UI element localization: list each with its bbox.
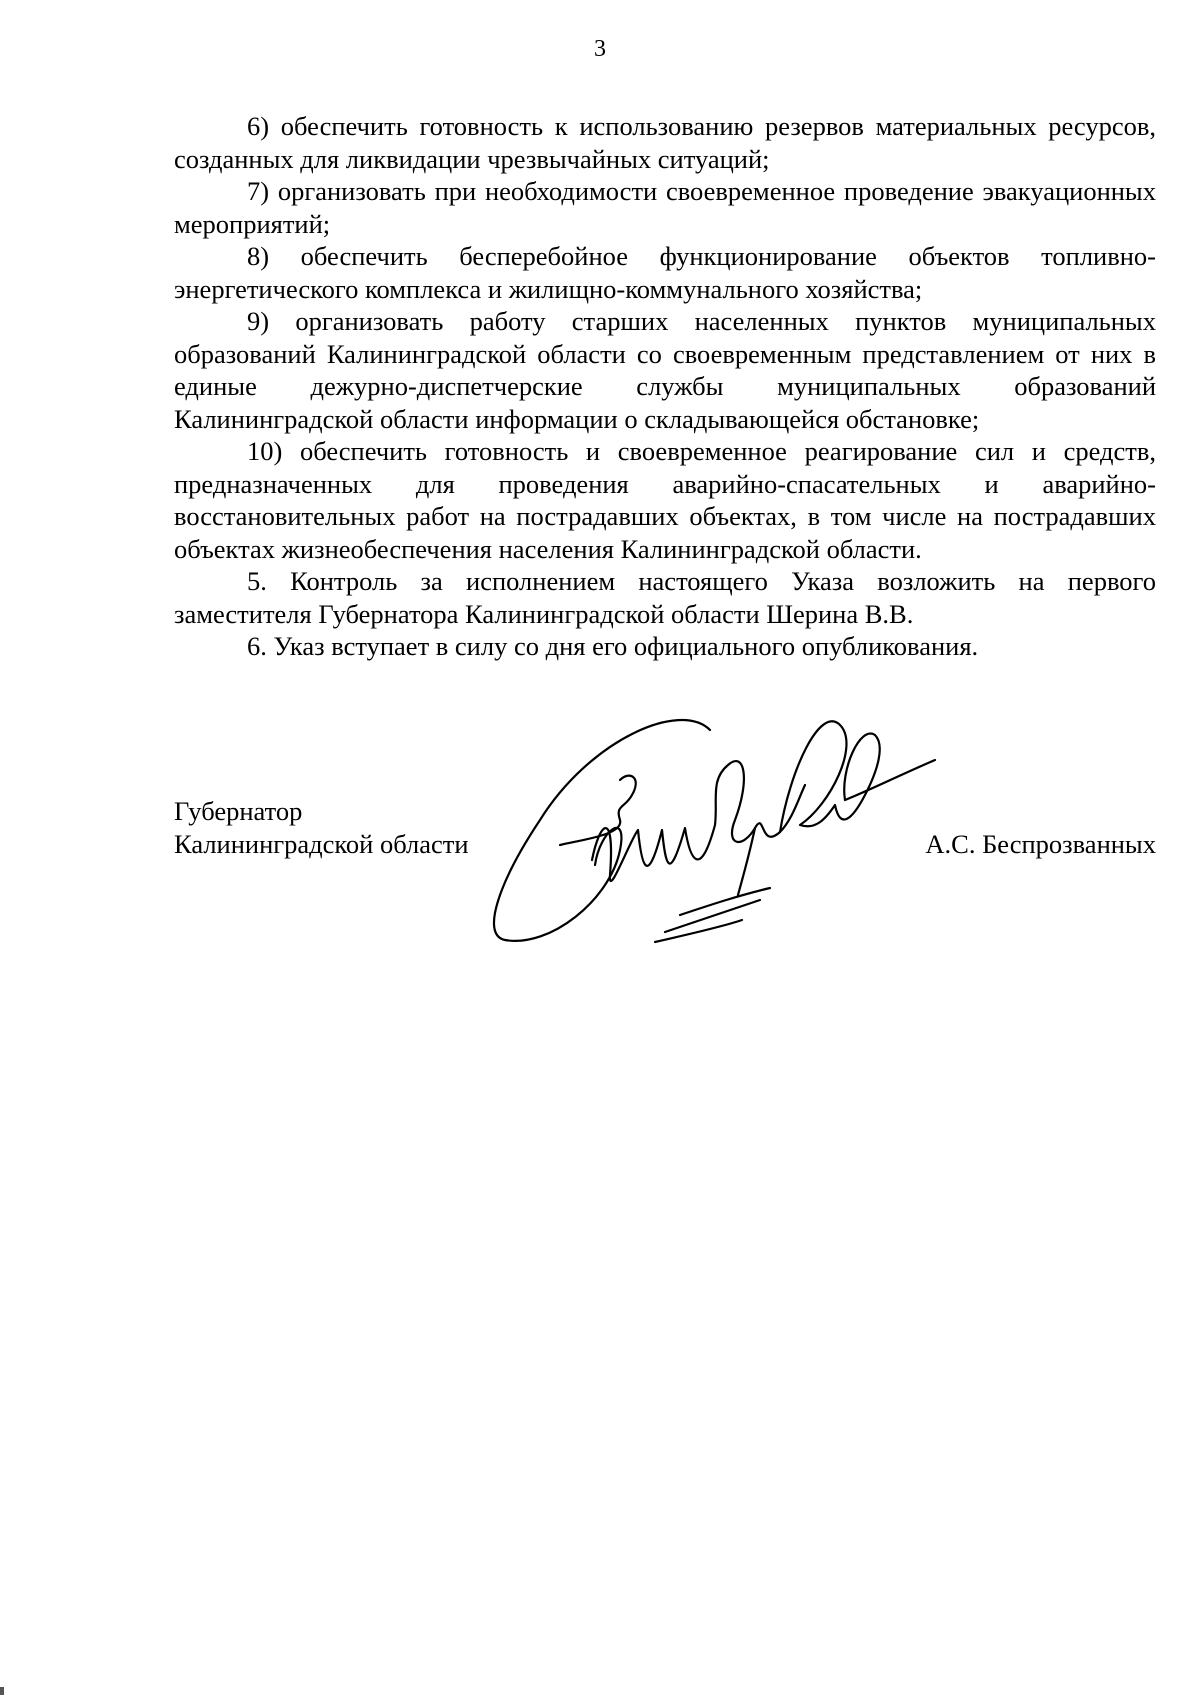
paragraph-item-10: 10) обеспечить готовность и своевременное реагирование сил и средств, предназначенных для проведения аварийно-спасательных и аварийно-восстановительных работ на пострадавших объектах, в том числе на пострадавших объектах жизнеобеспечения населения Калининградской области.	[174, 436, 1156, 564]
paragraph-item-6: 6) обеспечить готовность к использованию резервов материальных ресурсов, созданных для ликвидации чрезвычайных ситуаций;	[174, 111, 1156, 174]
page-number: 3	[594, 36, 606, 62]
paragraph-item-7: 7) организовать при необходимости своевременное проведение эвакуационных мероприятий;	[174, 176, 1156, 239]
scan-edge-mark	[0, 1687, 4, 1695]
paragraph-clause-6: 6. Указ вступает в силу со дня его официального опубликования.	[247, 631, 979, 661]
document-body	[174, 110, 1156, 663]
signer-position	[174, 795, 469, 860]
signature-underline	[655, 888, 770, 942]
signature-letters-stroke	[592, 761, 805, 881]
handwritten-signature	[480, 710, 940, 960]
signature-right-loop	[780, 721, 880, 832]
signature-initial-stroke	[560, 776, 636, 845]
signature-tail	[845, 760, 935, 800]
paragraph-item-9: 9) организовать работу старших населенных пунктов муниципальных образований Калининградской области со своевременным представлением от них в единые дежурно-диспетчерские службы муниципальных образований Калининградской области информации о складывающейся обстановке;	[174, 306, 1156, 434]
signer-position-line-1: Губернатор	[174, 796, 303, 826]
signer-position-line-2: Калининградской области	[174, 828, 469, 859]
signer-name: А.С. Беспрозванных	[925, 828, 1156, 859]
paragraph-clause-5: 5. Контроль за исполнением настоящего Указа возложить на первого заместителя Губернатора Калининградской области Шерина В.В.	[174, 566, 1156, 629]
paragraph-item-8: 8) обеспечить бесперебойное функционирование объектов топливно-энергетического комплекса и жилищно-коммунального хозяйства;	[174, 241, 1156, 304]
